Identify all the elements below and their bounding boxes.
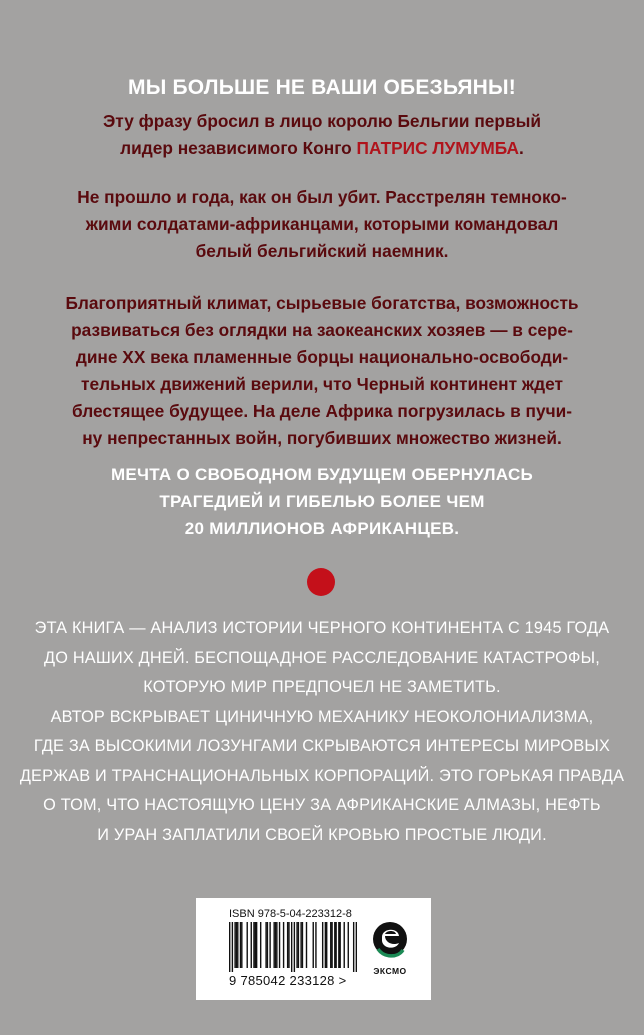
barcode-bar	[269, 922, 270, 968]
barcode-bar	[267, 922, 268, 968]
barcode	[229, 922, 357, 972]
barcode-bar	[229, 922, 230, 972]
paragraph-line: развиваться без оглядки на заокеанских хозяев — в сере-	[71, 320, 573, 340]
paragraph-line: белый бельгийский наемник.	[195, 241, 449, 261]
barcode-bar	[344, 922, 345, 968]
statement-line: ТРАГЕДИЕЙ И ГИБЕЛЬЮ БОЛЕЕ ЧЕМ	[159, 492, 485, 511]
barcode-bar	[247, 922, 248, 968]
barcode-bar	[334, 922, 335, 968]
barcode-bar	[326, 922, 327, 968]
description-line: КОТОРУЮ МИР ПРЕДПОЧЕЛ НЕ ЗАМЕТИТЬ.	[143, 678, 501, 696]
description-line: ГДЕ ЗА ВЫСОКИМИ ЛОЗУНГАМИ СКРЫВАЮТСЯ ИНТЕРЕСЫ МИРОВЫХ	[33, 737, 611, 755]
statement-line: 20 МИЛЛИОНОВ АФРИКАНЦЕВ.	[184, 519, 460, 538]
barcode-digits: 9 785042 233128 >	[229, 973, 347, 988]
barcode-bar	[287, 922, 288, 968]
barcode-bar	[253, 922, 254, 968]
barcode-bar	[296, 922, 297, 968]
barcode-bar	[306, 922, 307, 968]
barcode-bar	[232, 922, 233, 972]
barcode-bar	[241, 922, 242, 968]
intro-period: .	[519, 138, 524, 158]
intro-paragraph	[0, 108, 644, 162]
statement-line: МЕЧТА О СВОБОДНОМ БУДУЩЕМ ОБЕРНУЛАСЬ	[110, 465, 534, 484]
barcode-bar	[335, 922, 336, 968]
killed-paragraph	[0, 184, 644, 265]
description-line: И УРАН ЗАПЛАТИЛИ СВОЕЙ КРОВЬЮ ПРОСТЫЕ ЛЮДИ.	[97, 825, 547, 844]
barcode-bar	[291, 922, 292, 972]
barcode-bar	[275, 922, 276, 968]
isbn-label: ISBN 978-5-04-223312-8	[229, 908, 352, 920]
publisher-name: ЭКСМО	[373, 966, 407, 976]
description-line: О ТОМ, ЧТО НАСТОЯЩУЮ ЦЕНУ ЗА АФРИКАНСКИЕ АЛМАЗЫ, НЕФТЬ	[43, 796, 601, 814]
barcode-bar	[273, 922, 274, 968]
red-dot-divider	[307, 568, 335, 596]
headline: МЫ БОЛЬШЕ НЕ ВАШИ ОБЕЗЬЯНЫ!	[128, 76, 516, 99]
barcode-bar	[255, 922, 256, 968]
barcode-bar	[322, 922, 323, 968]
barcode-bar	[251, 922, 252, 968]
barcode-bar	[283, 922, 284, 968]
description-line: ДО НАШИХ ДНЕЙ. БЕСПОЩАДНОЕ РАССЛЕДОВАНИЕ КАТАСТРОФЫ,	[44, 648, 600, 667]
description-line: ДЕРЖАВ И ТРАНСНАЦИОНАЛЬНЫХ КОРПОРАЦИЙ. ЭТО ГОРЬКАЯ ПРАВДА	[19, 766, 625, 785]
paragraph-line: жими солдатами-африканцами, которыми командовал	[85, 214, 559, 234]
paragraph-line: блестящее будущее. На деле Африка погрузилась в пучи-	[71, 401, 573, 421]
barcode-bar	[279, 922, 280, 968]
climate-paragraph	[0, 290, 644, 452]
intro-line: Эту фразу бросил в лицо королю Бельгии первый	[103, 111, 541, 131]
paragraph-line: Благоприятный климат, сырьевые богатства, возможность	[65, 293, 579, 313]
dream-statement	[0, 461, 644, 542]
barcode-bar	[260, 922, 261, 968]
barcode-bar	[331, 922, 332, 968]
intro-line	[0, 135, 644, 162]
barcode-bar	[298, 922, 299, 968]
paragraph-line: Не прошло и года, как он был убит. Расстрелян темноко-	[77, 187, 567, 207]
barcode-bar	[339, 922, 340, 968]
barcode-bar	[256, 922, 257, 968]
barcode-bar	[240, 922, 241, 968]
lumumba-name: ПАТРИС ЛУМУМБА	[356, 138, 520, 158]
barcode-bar	[353, 922, 354, 972]
barcode-bar	[234, 922, 235, 968]
barcode-bar	[288, 922, 289, 968]
description-line: АВТОР ВСКРЫВАЕТ ЦИНИЧНУЮ МЕХАНИКУ НЕОКОЛОНИАЛИЗМА,	[50, 707, 594, 726]
barcode-bar	[313, 922, 314, 968]
barcode-bar	[300, 922, 301, 968]
barcode-bar	[315, 922, 316, 968]
paragraph-line: дине XX века пламенные борцы национально-освободи-	[75, 347, 569, 367]
barcode-bar	[330, 922, 331, 968]
barcode-bar	[237, 922, 238, 968]
paragraph-line: тельных движений верили, что Черный континент ждет	[81, 374, 563, 394]
barcode-panel	[196, 898, 431, 1000]
barcode-bar	[302, 922, 303, 968]
barcode-bar	[276, 922, 277, 968]
barcode-bar	[236, 922, 237, 968]
barcode-bar	[356, 922, 357, 972]
eksmo-logo-icon	[372, 916, 408, 962]
description-line: ЭТА КНИГА — АНАЛИЗ ИСТОРИИ ЧЕРНОГО КОНТИНЕНТА С 1945 ГОДА	[34, 619, 610, 637]
intro-text: лидер независимого Конго	[120, 138, 357, 158]
barcode-bar	[265, 922, 266, 968]
barcode-bar	[294, 922, 295, 972]
book-description	[0, 614, 644, 850]
barcode-bar	[325, 922, 326, 968]
barcode-bar	[348, 922, 349, 968]
barcode-bar	[338, 922, 339, 968]
paragraph-line: ну непрестанных войн, погубивших множество жизней.	[82, 428, 562, 448]
